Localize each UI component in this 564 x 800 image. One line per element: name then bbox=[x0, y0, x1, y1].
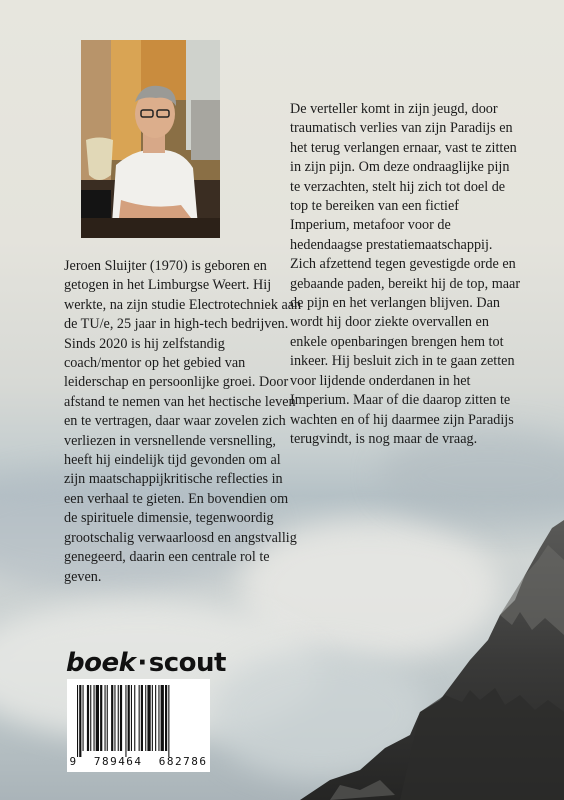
barcode-bar bbox=[100, 685, 102, 751]
barcode-bar bbox=[96, 685, 99, 751]
barcode-bar bbox=[158, 685, 159, 751]
publisher-logo-part1: boek bbox=[66, 648, 136, 678]
barcode-bar bbox=[147, 685, 150, 751]
book-summary: De verteller komt in zijn jeugd, door traumatisch verlies van zijn Paradijs en het terug verlangen ernaar, vast te zitten in zijn pijn. Om deze ondraaglijke pijn te verzachten, stelt hij zich tot doel de top te bereiken van een fictief Imperium, metafoor voor de hedendaagse prestatiemaatschappij. Zich afzettend tegen gevestigde orde en gebaande paden, bereikt hij de top, maar de pijn en het verlangen blijven. Dan wordt hij door ziekte overvallen en enkele openbaringen brengen hem tot inkeer. Hij besluit zich in te gaan zetten voor lijdende onderdanen in het Imperium. Maar of die daarop zitten te wachten en of hij daarmee zijn Paradijs terugvindt, is nog maar de vraag. bbox=[290, 101, 521, 447]
barcode-bar bbox=[125, 685, 126, 757]
barcode-bar bbox=[161, 685, 164, 751]
barcode-bar bbox=[111, 685, 113, 751]
barcode-bar bbox=[107, 685, 108, 751]
barcode-bar bbox=[79, 685, 81, 757]
barcode-bar bbox=[120, 685, 122, 751]
barcode-bar bbox=[168, 685, 169, 757]
barcode-bar bbox=[83, 685, 84, 751]
barcode-bar bbox=[77, 685, 78, 757]
barcode-bar bbox=[155, 685, 156, 751]
barcode-bar bbox=[139, 685, 140, 751]
barcode-bar bbox=[141, 685, 143, 751]
barcode-bar bbox=[134, 685, 135, 751]
barcode-bar bbox=[152, 685, 153, 751]
barcode-bar bbox=[165, 685, 167, 751]
author-bio: Jeroen Sluijter (1970) is geboren en getogen in het Limburgse Weert. Hij werkte, na zijn studie Electrotechniek aan de TU/e, 25 jaar in high-tech bedrijven. Sinds 2020 is hij zelfstandig coach/mentor op het gebied van leiderschap en persoonlijke groei. Door afstand te nemen van het hectische leven en te vertragen, daar waar zovelen zich verliezen in versnellende versnelling, heeft hij eindelijk tijd gevonden om al zijn maatschappijkritische reflecties in een verhaal te gieten. En bovendien om de spirituele dimensie, tegenwoordig grootschalig verwaarloosd en angstvallig genegeerd, daarin een centrale rol te geven. bbox=[64, 258, 302, 585]
publisher-logo-part2: scout bbox=[148, 648, 226, 678]
isbn-number: 9 789464 682786 bbox=[69, 755, 208, 768]
barcode-bar bbox=[94, 685, 95, 751]
barcode-bar bbox=[114, 685, 115, 751]
barcode-bar bbox=[118, 685, 119, 751]
author-photo bbox=[81, 40, 220, 238]
barcode-bar bbox=[90, 685, 91, 751]
barcode-bar bbox=[131, 685, 132, 751]
barcode-bar bbox=[87, 685, 89, 751]
barcode-bar bbox=[145, 685, 146, 751]
barcode-bar bbox=[105, 685, 106, 751]
publisher-logo-dot: · bbox=[137, 648, 147, 678]
publisher-logo bbox=[66, 648, 226, 678]
barcode-bar bbox=[128, 685, 130, 751]
isbn-barcode bbox=[67, 679, 210, 772]
